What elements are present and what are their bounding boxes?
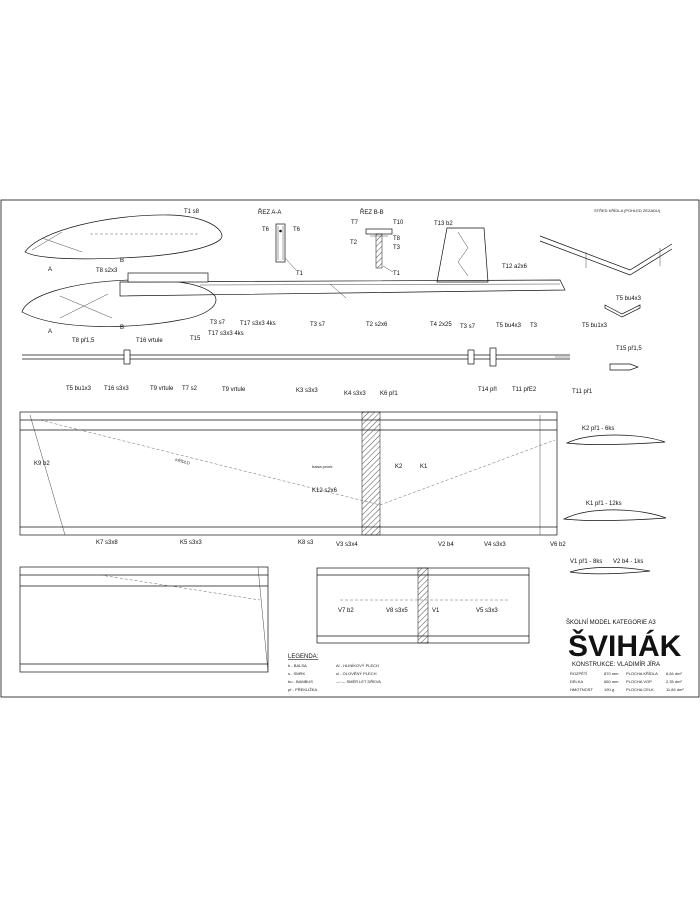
label-t17-b: T17 s3x3 4ks xyxy=(208,331,244,337)
legend-left-2: bu - BAMBUS xyxy=(288,679,313,684)
label-t15: T15 xyxy=(190,336,201,342)
spec-label-2: HMOTNOST xyxy=(570,687,593,692)
label-v7: V7 b2 xyxy=(338,608,354,614)
label-v5: V5 s3x3 xyxy=(476,608,498,614)
label-t9: T9 vrtule xyxy=(150,386,174,392)
label-t13: T13 b2 xyxy=(434,221,453,227)
label-k8: K8 s3 xyxy=(298,540,314,546)
label-b-top: B xyxy=(120,258,125,264)
label-t7b: T7 s2 xyxy=(182,386,198,392)
section-aa-title: ŘEZ A-A xyxy=(258,210,282,216)
spec-label-0: ROZPĚTÍ xyxy=(570,671,588,676)
label-k2-main: K2 xyxy=(395,464,403,470)
label-v1-v2: V1 př1 - 8ks xyxy=(570,559,603,565)
label-t7: T7 xyxy=(351,220,359,226)
label-k4: K4 s3x3 xyxy=(344,391,366,397)
area-value-0: 6,84 dm² xyxy=(666,671,682,676)
label-v3: V3 s3x4 xyxy=(336,542,358,548)
label-a-bottom: A xyxy=(48,329,53,335)
label-t14: T14 přl xyxy=(478,387,497,393)
label-k2: K2 př1 - 6ks xyxy=(582,426,615,432)
label-v2: V2 b4 xyxy=(438,542,454,548)
area-value-1: 2,35 dm² xyxy=(666,679,682,684)
label-a-top: A xyxy=(48,267,53,273)
wing-direction-label: KŘÍDLO xyxy=(174,457,191,466)
label-k5: K5 s3x3 xyxy=(180,540,202,546)
label-t4: T4 2x25 xyxy=(430,322,452,328)
area-label-1: PLOCHA VOP xyxy=(626,679,652,684)
label-t5-end: T5 bu1x3 xyxy=(582,323,608,329)
label-t6-b: T6 xyxy=(293,227,301,233)
wing-center-title: STŘED KŘÍDLA (POHLED ZEZADU) xyxy=(594,208,661,213)
label-t1-a: T1 xyxy=(296,271,304,277)
label-t3-side: T3 s7 xyxy=(310,322,326,328)
label-t8: T8 xyxy=(393,236,401,242)
label-t1-b: T1 xyxy=(393,271,401,277)
label-t3-end: T3 xyxy=(530,323,538,329)
legend-left-1: s - SMRK xyxy=(288,671,306,676)
label-k12: K12 s2x6 xyxy=(312,488,338,494)
label-k1: K1 př1 - 12ks xyxy=(586,501,622,507)
label-t16b: T16 s3x3 xyxy=(104,386,129,392)
label-t2: T2 xyxy=(350,240,358,246)
label-k7: K7 s3x8 xyxy=(96,540,118,546)
label-v2-count: V2 b4 - 1ks xyxy=(613,559,644,565)
label-v1: V1 xyxy=(432,608,440,614)
label-t11: T11 přE2 xyxy=(512,387,537,393)
label-k6: K6 př1 xyxy=(380,391,398,397)
label-t5-tail: T5 bu4x3 xyxy=(496,323,522,329)
label-t3-tail: T3 s7 xyxy=(460,324,476,330)
label-t5-small: T5 bu4x3 xyxy=(616,296,642,302)
label-t11b: T11 př1 xyxy=(572,389,593,395)
legend-heading: LEGENDA: xyxy=(288,654,319,660)
label-t10: T10 xyxy=(393,220,404,226)
legend-right-0: Al - HLINÍKOVÝ PLECH xyxy=(336,663,379,668)
label-v6: V6 b2 xyxy=(550,542,566,548)
label-t2-side: T2 s2x6 xyxy=(366,322,388,328)
area-label-2: PLOCHA CELK. xyxy=(626,687,655,692)
title-name: ŠVIHÁK xyxy=(568,630,682,663)
label-v4: V4 s3x3 xyxy=(484,542,506,548)
label-t16: T16 vrtule xyxy=(136,338,163,344)
area-label-0: PLOCHA KŘÍDLA xyxy=(626,671,658,676)
label-t17: T17 s3x3 4ks xyxy=(240,321,276,327)
spec-value-2: 190 g xyxy=(604,687,615,692)
label-t8-bottom: T8 př1,5 xyxy=(72,338,95,344)
label-t15b: T15 př1,5 xyxy=(616,346,642,352)
label-t3: T3 xyxy=(393,245,401,251)
title-designer: KONSTRUKCE: VLADIMÍR JÍRA xyxy=(572,662,661,668)
legend-left-0: b - BALSA xyxy=(288,663,307,668)
label-v8: V8 s3x5 xyxy=(386,608,408,614)
label-k9: K9 b2 xyxy=(34,461,50,467)
area-value-2: 11,84 dm² xyxy=(666,687,684,692)
section-bb-title: ŘEZ B-B xyxy=(360,210,384,216)
label-t3-front: T3 s7 xyxy=(210,320,226,326)
label-k1-main: K1 xyxy=(420,464,428,470)
label-k3: K3 s3x3 xyxy=(296,388,318,394)
legend-left-3: př - PŘEKLIŽKA xyxy=(288,687,318,692)
label-t6-a: T6 xyxy=(262,227,270,233)
label-balsa-note: balsa prvek xyxy=(312,464,333,469)
legend-right-1: ul - OLOVĚNÝ PLECH xyxy=(336,671,377,676)
label-t5: T5 bu1x3 xyxy=(66,386,92,392)
label-t8-side: T8 s2x3 xyxy=(96,268,118,274)
title-category: ŠKOLNÍ MODEL KATEGORIE A3 xyxy=(566,620,656,626)
spec-value-1: 660 mm xyxy=(604,679,619,684)
label-t12: T12 a2x6 xyxy=(502,264,528,270)
legend-right-2: —·— SMĚR LET DŘEVA xyxy=(336,679,381,684)
label-t1-top: T1 s8 xyxy=(184,209,200,215)
spec-label-1: DÉLKA xyxy=(570,679,584,684)
label-b-bottom: B xyxy=(120,325,125,331)
spec-value-0: 870 mm xyxy=(604,671,619,676)
label-t9b: T9 vrtule xyxy=(222,387,246,393)
